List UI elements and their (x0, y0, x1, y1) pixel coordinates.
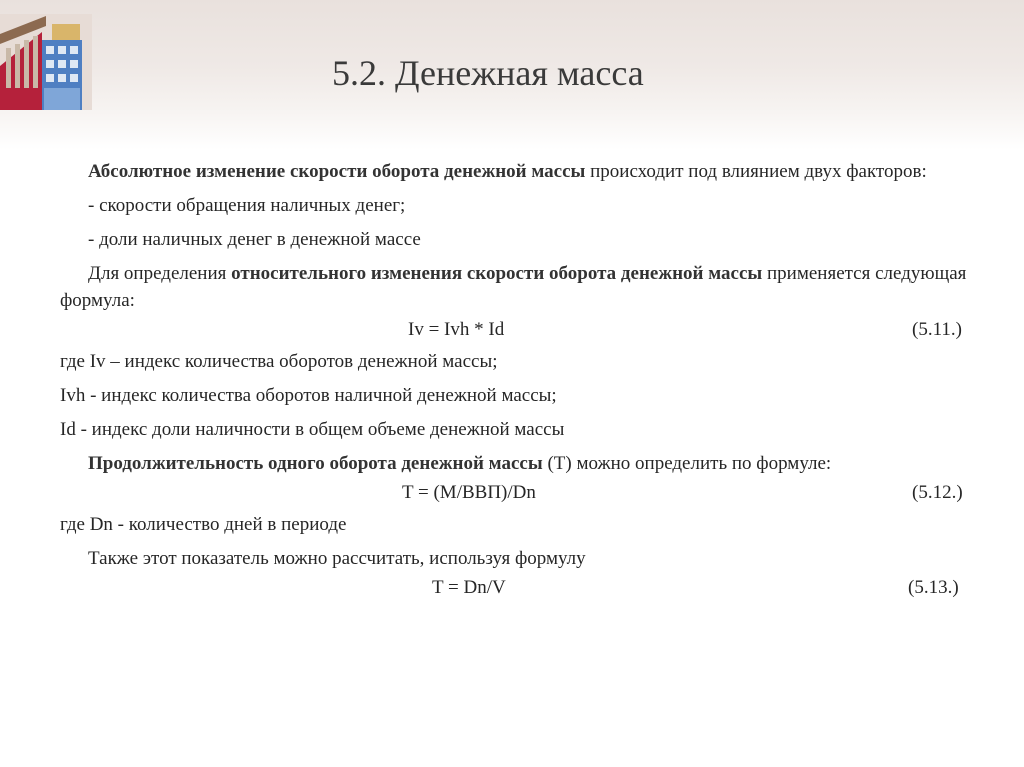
bold-term: Продолжительность одного оборота денежной массы (88, 453, 543, 474)
definition-line: Id - индекс доли наличности в общем объеме денежной массы (60, 419, 565, 440)
definition-line: Ivh - индекс количества оборотов наличной денежной массы; (60, 385, 557, 406)
slide-body (60, 158, 980, 606)
formula-expression: T = (M/ВВП)/Dn (402, 482, 536, 503)
formula-row (60, 316, 980, 344)
paragraph-text: Для определения (88, 263, 232, 284)
formula-number: (5.13.) (908, 577, 959, 598)
slide-header (0, 0, 1024, 150)
formula-row (60, 574, 980, 602)
paragraph-absolute-change (60, 158, 980, 185)
factor-item: - доли наличных денег в денежной массе (88, 229, 421, 250)
formula-number: (5.11.) (912, 319, 962, 340)
factor-item: - скорости обращения наличных денег; (88, 195, 406, 216)
paragraph-text: происходит под влиянием двух факторов: (585, 161, 927, 182)
formula-expression: T = Dn/V (432, 577, 506, 598)
formula-row (60, 479, 980, 507)
page-title: 5.2. Денежная масса (332, 53, 644, 93)
bold-term: Абсолютное изменение скорости оборота денежной массы (88, 161, 586, 182)
paragraph-text: (Т) можно определить по формуле: (542, 453, 832, 474)
paragraph-text: применяется следующая формула: (60, 263, 967, 311)
definition-line: где Dn - количество дней в периоде (60, 514, 347, 535)
building-logo-icon (0, 14, 92, 110)
definition-line: где Iv – индекс количества оборотов денежной массы; (60, 351, 498, 372)
formula-expression: Iv = Ivh * Id (408, 319, 505, 340)
paragraph-alternative: Также этот показатель можно рассчитать, используя формулу (88, 548, 586, 569)
bold-term: относительного изменения скорости оборота денежной массы (231, 263, 763, 284)
paragraph-relative-change (60, 260, 980, 314)
formula-number: (5.12.) (912, 482, 963, 503)
paragraph-duration (60, 450, 980, 477)
